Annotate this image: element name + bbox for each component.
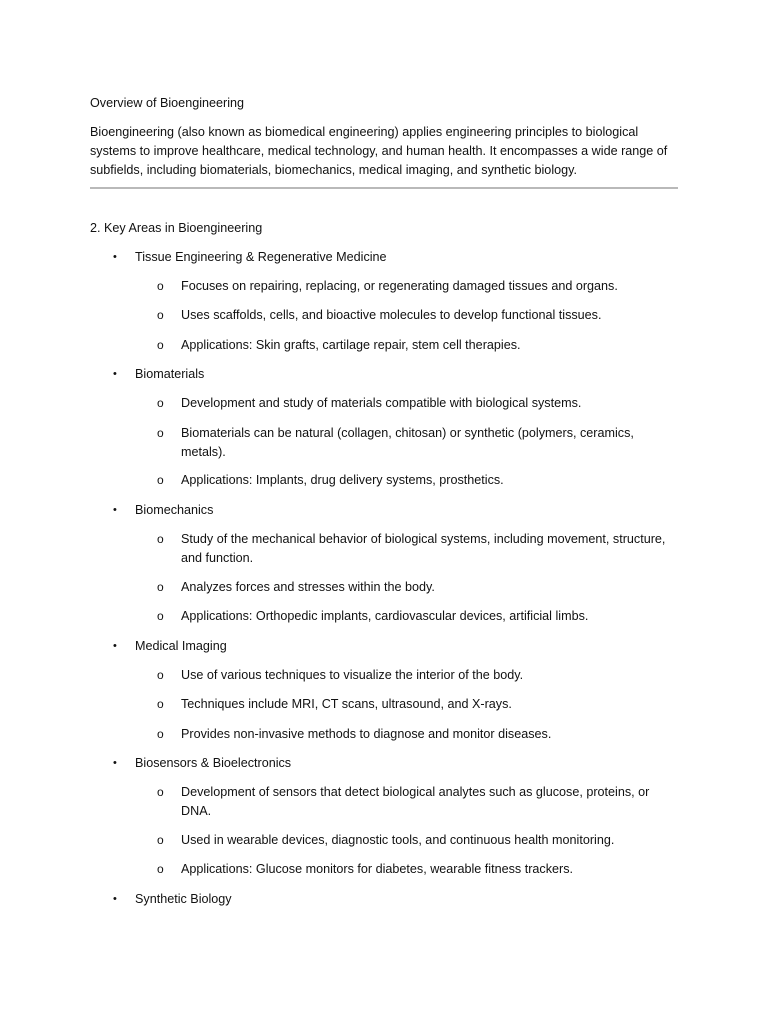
bullet-icon: • xyxy=(113,251,117,263)
bullet-icon: • xyxy=(113,504,117,516)
sub-list-text: Applications: Implants, drug delivery systems, prosthetics. xyxy=(181,473,504,487)
list-item-title: Biosensors & Bioelectronics xyxy=(135,756,292,770)
sub-list-text: Applications: Glucose monitors for diabetes, wearable fitness trackers. xyxy=(181,862,573,876)
section-title: 2. Key Areas in Bioengineering xyxy=(90,221,263,235)
sub-bullet-icon: o xyxy=(157,609,164,623)
sub-bullet-icon: o xyxy=(157,396,164,410)
sub-bullet-icon: o xyxy=(157,580,164,594)
sub-bullet-icon: o xyxy=(157,727,164,741)
sub-list-text: Analyzes forces and stresses within the body. xyxy=(181,580,435,594)
sub-list-text: Study of the mechanical behavior of biological systems, including movement, structure, and function. xyxy=(181,532,666,565)
sub-bullet-icon: o xyxy=(157,426,164,440)
list-item-title: Tissue Engineering & Regenerative Medicine xyxy=(135,250,387,264)
sub-bullet-icon: o xyxy=(157,532,164,546)
list-item-title: Synthetic Biology xyxy=(135,892,232,906)
bullet-icon: • xyxy=(113,893,117,905)
sub-bullet-icon: o xyxy=(157,833,164,847)
bullet-icon: • xyxy=(113,757,117,769)
sub-list-text: Applications: Orthopedic implants, cardiovascular devices, artificial limbs. xyxy=(181,609,589,623)
list-item-title: Biomaterials xyxy=(135,367,205,381)
intro-paragraph: Bioengineering (also known as biomedical engineering) applies engineering principles to biological systems to improve healthcare, medical technology, and human health. It encompasses a wide range of subfields, including biomaterials, biomechanics, medical imaging, and synthetic biology. xyxy=(90,125,668,177)
document-heading: Overview of Bioengineering xyxy=(90,96,245,110)
horizontal-divider xyxy=(90,187,678,189)
sub-list-text: Use of various techniques to visualize the interior of the body. xyxy=(181,668,524,682)
sub-bullet-icon: o xyxy=(157,668,164,682)
sub-list-text: Applications: Skin grafts, cartilage repair, stem cell therapies. xyxy=(181,338,521,352)
sub-list-text: Uses scaffolds, cells, and bioactive molecules to develop functional tissues. xyxy=(181,308,602,322)
sub-list-text: Provides non-invasive methods to diagnose and monitor diseases. xyxy=(181,727,552,741)
sub-bullet-icon: o xyxy=(157,697,164,711)
sub-list-text: Focuses on repairing, replacing, or regenerating damaged tissues and organs. xyxy=(181,279,618,293)
list-item-title: Biomechanics xyxy=(135,503,214,517)
bullet-icon: • xyxy=(113,368,117,380)
bullet-icon: • xyxy=(113,640,117,652)
sub-list-text: Techniques include MRI, CT scans, ultrasound, and X-rays. xyxy=(181,697,512,711)
sub-bullet-icon: o xyxy=(157,279,164,293)
sub-list-text: Used in wearable devices, diagnostic tools, and continuous health monitoring. xyxy=(181,833,615,847)
sub-bullet-icon: o xyxy=(157,308,164,322)
sub-bullet-icon: o xyxy=(157,785,164,799)
sub-bullet-icon: o xyxy=(157,862,164,876)
sub-list-text: Biomaterials can be natural (collagen, chitosan) or synthetic (polymers, ceramics, metals). xyxy=(181,426,634,459)
list-item-title: Medical Imaging xyxy=(135,639,227,653)
sub-bullet-icon: o xyxy=(157,473,164,487)
sub-list-text: Development of sensors that detect biological analytes such as glucose, proteins, or DNA. xyxy=(181,785,650,818)
sub-list-text: Development and study of materials compatible with biological systems. xyxy=(181,396,582,410)
sub-bullet-icon: o xyxy=(157,338,164,352)
